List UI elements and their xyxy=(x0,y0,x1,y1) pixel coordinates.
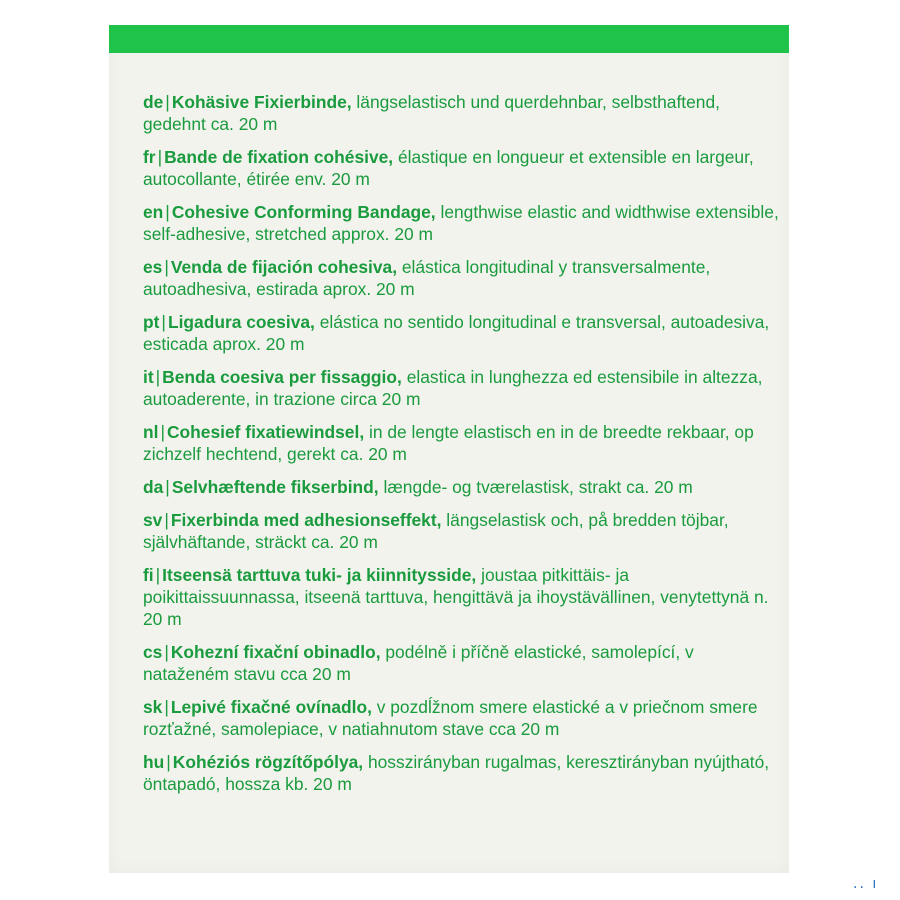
entry-description: élastique en longueur et extensible en largeur, autocollante, étirée env. 20 m xyxy=(143,147,754,189)
entry-code: es xyxy=(143,257,163,277)
entry-sv xyxy=(143,509,783,553)
entry-product-name: Itseensä tarttuva tuki- ja kiinnitysside, xyxy=(162,565,477,585)
entry-code: da xyxy=(143,477,164,497)
entry-separator: | xyxy=(164,510,169,530)
entry-code: pt xyxy=(143,312,160,332)
entry-pt xyxy=(143,311,783,355)
entry-separator: | xyxy=(165,92,170,112)
entry-description: längselastisk och, på bredden töjbar, självhäftande, sträckt ca. 20 m xyxy=(143,510,729,552)
entry-code: nl xyxy=(143,422,159,442)
entry-product-name: Selvhæftende fikserbind, xyxy=(171,477,379,497)
language-entries xyxy=(143,91,783,806)
entry-description: elastica in lunghezza ed estensibile in altezza, autoaderente, in trazione circa 20 m xyxy=(143,367,763,409)
entry-code: fi xyxy=(143,565,154,585)
entry-product-name: Lepivé fixačné ovínadlo, xyxy=(170,697,372,717)
entry-separator: | xyxy=(164,257,169,277)
entry-description: elástica no sentido longitudinal e transversal, autoadesiva, esticada aprox. 20 m xyxy=(143,312,770,354)
entry-product-name: Kohezní fixační obinadlo, xyxy=(170,642,381,662)
entry-separator: | xyxy=(165,202,170,222)
entry-separator: | xyxy=(164,642,169,662)
entry-it xyxy=(143,366,783,410)
entry-separator: | xyxy=(155,367,161,387)
entry-separator: | xyxy=(157,147,163,167)
entry-product-name: Kohéziós rögzítőpólya, xyxy=(172,752,364,772)
entry-separator: | xyxy=(166,752,171,772)
entry-description: lengthwise elastic and widthwise extensible, self-adhesive, stretched approx. 20 m xyxy=(143,202,779,244)
entry-nl xyxy=(143,421,783,465)
entry-cs xyxy=(143,641,783,685)
entry-description: in de lengte elastisch en in de breedte rekbaar, op zichzelf hechtend, gerekt ca. 20 m xyxy=(143,422,754,464)
entry-da xyxy=(143,476,783,498)
entry-en xyxy=(143,201,783,245)
entry-product-name: Kohäsive Fixierbinde, xyxy=(171,92,352,112)
entry-de xyxy=(143,91,783,135)
entry-description: elástica longitudinal y transversalmente, autoadhesiva, estirada aprox. 20 m xyxy=(143,257,711,299)
entry-code: cs xyxy=(143,642,163,662)
entry-hu xyxy=(143,751,783,795)
entry-description: v pozdĺžnom smere elastické a v priečnom smere rozťažné, samolepiace, v natiahnutom stave cca 20 m xyxy=(143,697,758,739)
entry-fi xyxy=(143,564,783,630)
entry-sk xyxy=(143,696,783,740)
entry-code: hu xyxy=(143,752,165,772)
label-panel xyxy=(109,25,789,873)
entry-separator: | xyxy=(165,477,170,497)
entry-separator: | xyxy=(155,565,161,585)
entry-code: it xyxy=(143,367,154,387)
entry-product-name: Ligadura coesiva, xyxy=(167,312,315,332)
entry-code: sk xyxy=(143,697,163,717)
entry-product-name: Cohesief fixatiewindsel, xyxy=(167,422,365,442)
entry-description: hosszirányban rugalmas, keresztirányban nyújtható, öntapadó, hossza kb. 20 m xyxy=(143,752,770,794)
watermark-logo-icon: .. ı xyxy=(853,876,879,892)
entry-product-name: Cohesive Conforming Bandage, xyxy=(171,202,436,222)
entry-es xyxy=(143,256,783,300)
entry-description: joustaa pitkittäis- ja poikittaissuunnassa, itseenä tarttuva, hengittävä ja ihoystävällinen, venytettynä n. 20 m xyxy=(143,565,769,629)
entry-fr xyxy=(143,146,783,190)
entry-description: längselastisch und querdehnbar, selbsthaftend, gedehnt ca. 20 m xyxy=(143,92,720,134)
entry-product-name: Bande de fixation cohésive, xyxy=(164,147,394,167)
entry-code: en xyxy=(143,202,164,222)
entry-code: fr xyxy=(143,147,156,167)
entry-product-name: Benda coesiva per fissaggio, xyxy=(162,367,402,387)
entry-code: sv xyxy=(143,510,163,530)
entry-code: de xyxy=(143,92,164,112)
entry-product-name: Fixerbinda med adhesionseffekt, xyxy=(170,510,442,530)
entry-separator: | xyxy=(164,697,169,717)
green-header-band xyxy=(109,25,789,53)
entry-separator: | xyxy=(161,312,166,332)
entry-separator: | xyxy=(160,422,165,442)
entry-description: længde- og tværelastisk, strakt ca. 20 m xyxy=(378,477,693,497)
entry-product-name: Venda de fijación cohesiva, xyxy=(170,257,398,277)
entry-description: podélně i příčně elastické, samolepící, v nataženém stavu cca 20 m xyxy=(143,642,694,684)
